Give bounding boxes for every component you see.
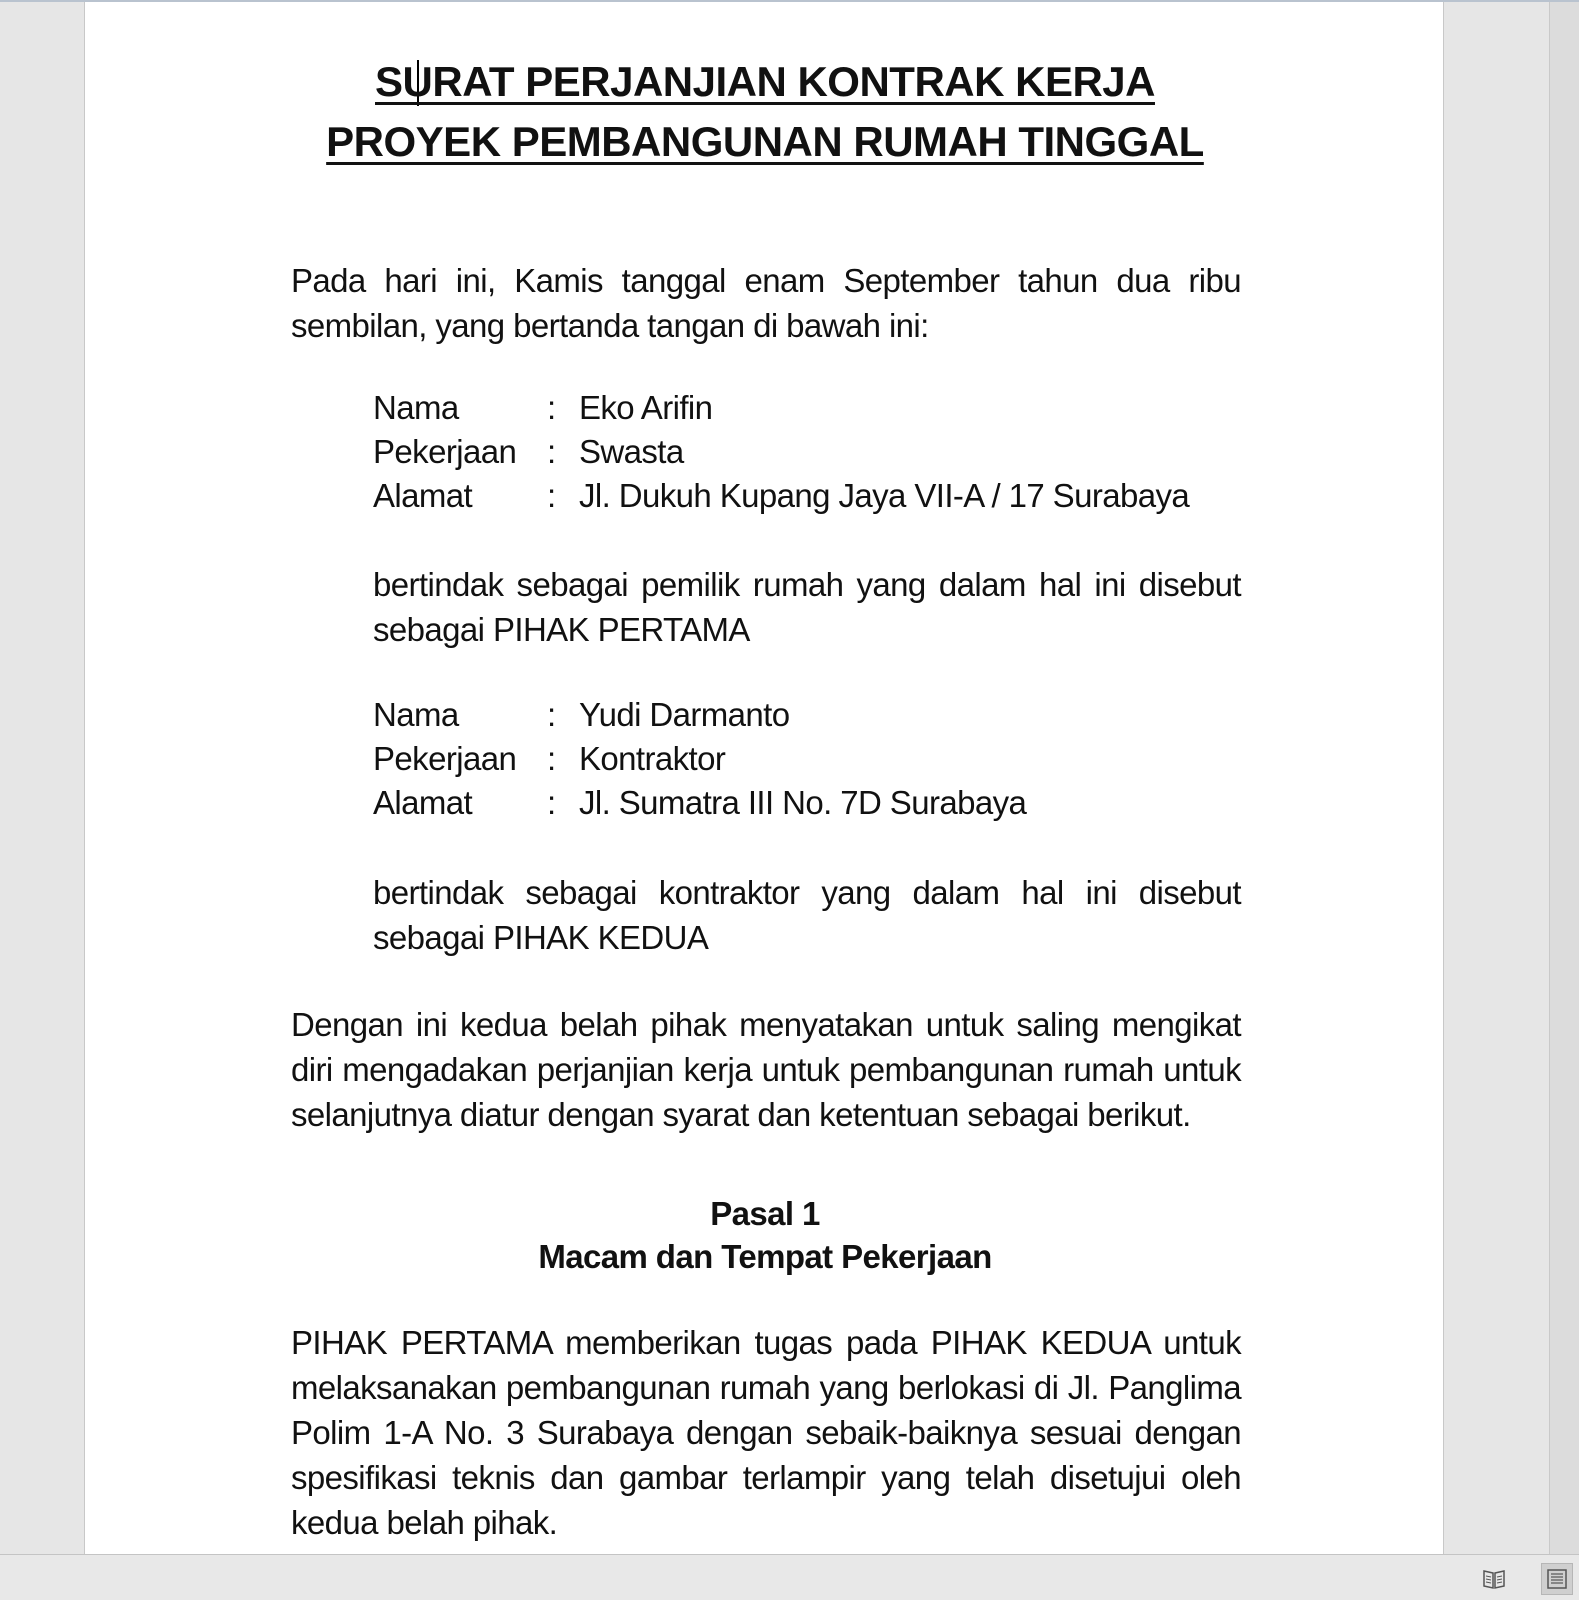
party1-address-value: Jl. Dukuh Kupang Jaya VII-A / 17 Surabaya	[579, 477, 1190, 514]
read-mode-button[interactable]	[1478, 1563, 1510, 1595]
document-page[interactable]	[84, 2, 1444, 1554]
field-colon: :	[547, 477, 556, 514]
field-label: Alamat	[373, 477, 473, 514]
field-label: Alamat	[373, 784, 473, 821]
party2-occupation-value: Kontraktor	[579, 740, 726, 777]
party1-occupation-value: Swasta	[579, 433, 684, 470]
intro-paragraph: Pada hari ini, Kamis tanggal enam September tahun dua ribu sembilan, yang bertanda tangan di bawah ini:	[291, 262, 1241, 344]
field-label: Nama	[373, 389, 459, 426]
party2-name-value: Yudi Darmanto	[579, 696, 790, 733]
pasal1-body-paragraph: PIHAK PERTAMA memberikan tugas pada PIHAK KEDUA untuk melaksanakan pembangunan rumah yang berlokasi di Jl. Panglima Polim 1-A No. 3 Surabaya dengan sebaik-baiknya sesuai dengan spesifikasi teknis dan gambar terlampir yang telah disetujui oleh kedua belah pihak.	[291, 1324, 1241, 1541]
field-colon: :	[547, 740, 556, 777]
pasal-number: Pasal 1	[710, 1195, 820, 1232]
document-title-line-1: SURAT PERJANJIAN KONTRAK KERJA	[375, 58, 1155, 105]
vertical-scrollbar[interactable]	[1549, 2, 1579, 1554]
party2-address-value: Jl. Sumatra III No. 7D Surabaya	[579, 784, 1027, 821]
party2-role-paragraph: bertindak sebagai kontraktor yang dalam hal ini disebut sebagai PIHAK KEDUA	[373, 874, 1241, 956]
field-colon: :	[547, 433, 556, 470]
field-label: Pekerjaan	[373, 740, 517, 777]
party1-name-value: Eko Arifin	[579, 389, 713, 426]
print-layout-icon	[1545, 1567, 1569, 1591]
agreement-paragraph: Dengan ini kedua belah pihak menyatakan untuk saling mengikat diri mengadakan perjanjian kerja untuk pembangunan rumah untuk selanjutnya diatur dengan syarat dan ketentuan sebagai berikut.	[291, 1006, 1241, 1133]
status-bar	[0, 1554, 1579, 1600]
document-title-line-2: PROYEK PEMBANGUNAN RUMAH TINGGAL	[326, 118, 1204, 165]
pasal-heading: Macam dan Tempat Pekerjaan	[538, 1238, 992, 1275]
print-layout-button[interactable]	[1541, 1563, 1573, 1595]
field-colon: :	[547, 696, 556, 733]
field-label: Nama	[373, 696, 459, 733]
read-mode-icon	[1482, 1567, 1506, 1591]
field-colon: :	[547, 389, 556, 426]
field-colon: :	[547, 784, 556, 821]
field-label: Pekerjaan	[373, 433, 517, 470]
party1-role-paragraph: bertindak sebagai pemilik rumah yang dalam hal ini disebut sebagai PIHAK PERTAMA	[373, 566, 1241, 648]
